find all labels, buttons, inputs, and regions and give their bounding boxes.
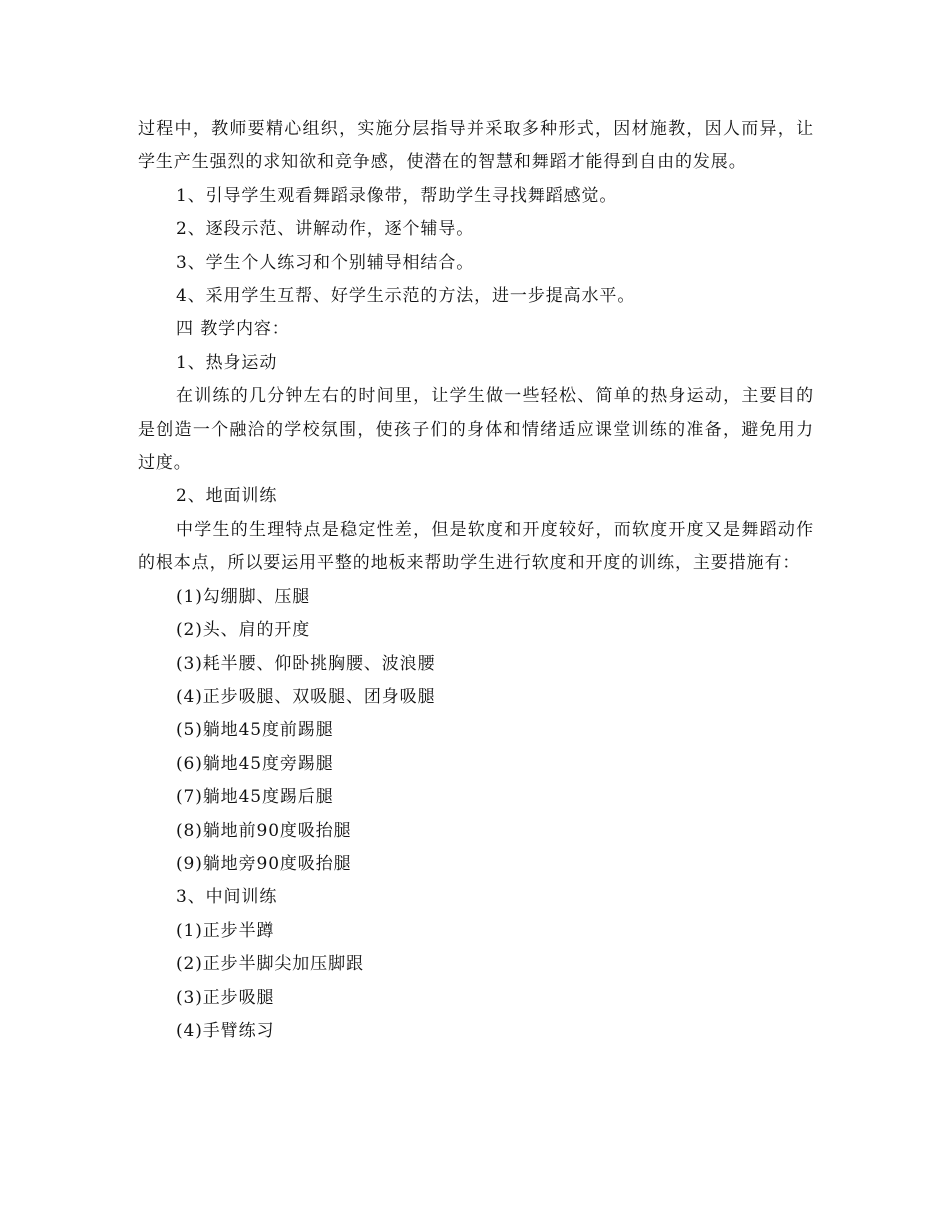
list-item-floor-9: (9)躺地旁90度吸抬腿 <box>176 853 352 874</box>
list-item-floor-3: (3)耗半腰、仰卧挑胸腰、波浪腰 <box>176 653 436 674</box>
list-item-floor-5: (5)躺地45度前踢腿 <box>176 720 334 741</box>
paragraph-process: 过程中，教师要精心组织，实施分层指导并采取多种形式，因材施教，因人而异，让学生产生强烈的求知欲和竞争感，使潜在的智慧和舞蹈才能得到自由的发展。 <box>138 119 814 173</box>
list-item-method-1: 1、引导学生观看舞蹈录像带，帮助学生寻找舞蹈感觉。 <box>176 185 618 206</box>
subheading-warm-up: 1、热身运动 <box>176 352 278 373</box>
list-item-middle-4: (4)手臂练习 <box>176 1020 275 1041</box>
list-item-floor-2: (2)头、肩的开度 <box>176 620 311 641</box>
section-heading-teaching-content: 四 教学内容： <box>176 319 290 340</box>
list-item-floor-4: (4)正步吸腿、双吸腿、团身吸腿 <box>176 686 436 707</box>
document-body <box>138 113 814 1048</box>
list-item-floor-6: (6)躺地45度旁踢腿 <box>176 753 334 774</box>
list-item-middle-3: (3)正步吸腿 <box>176 987 275 1008</box>
list-item-method-3: 3、学生个人练习和个别辅导相结合。 <box>176 252 475 273</box>
list-item-method-4: 4、采用学生互帮、好学生示范的方法，进一步提高水平。 <box>176 286 636 307</box>
subheading-middle-training: 3、中间训练 <box>176 887 278 908</box>
list-item-middle-2: (2)正步半脚尖加压脚跟 <box>176 954 364 975</box>
list-item-method-2: 2、逐段示范、讲解动作，逐个辅导。 <box>176 219 475 240</box>
list-item-floor-8: (8)躺地前90度吸抬腿 <box>176 820 352 841</box>
list-item-floor-7: (7)躺地45度踢后腿 <box>176 787 334 808</box>
paragraph-warm-up: 在训练的几分钟左右的时间里，让学生做一些轻松、简单的热身运动，主要目的是创造一个融洽的学校氛围，使孩子们的身体和情绪适应课堂训练的准备，避免用力过度。 <box>138 386 814 474</box>
list-item-floor-1: (1)勾绷脚、压腿 <box>176 586 311 607</box>
paragraph-floor-training: 中学生的生理特点是稳定性差，但是软度和开度较好，而软度开度又是舞蹈动作的根本点，所以要运用平整的地板来帮助学生进行软度和开度的训练，主要措施有： <box>138 519 814 574</box>
list-item-middle-1: (1)正步半蹲 <box>176 920 275 941</box>
subheading-floor-training: 2、地面训练 <box>176 486 278 507</box>
